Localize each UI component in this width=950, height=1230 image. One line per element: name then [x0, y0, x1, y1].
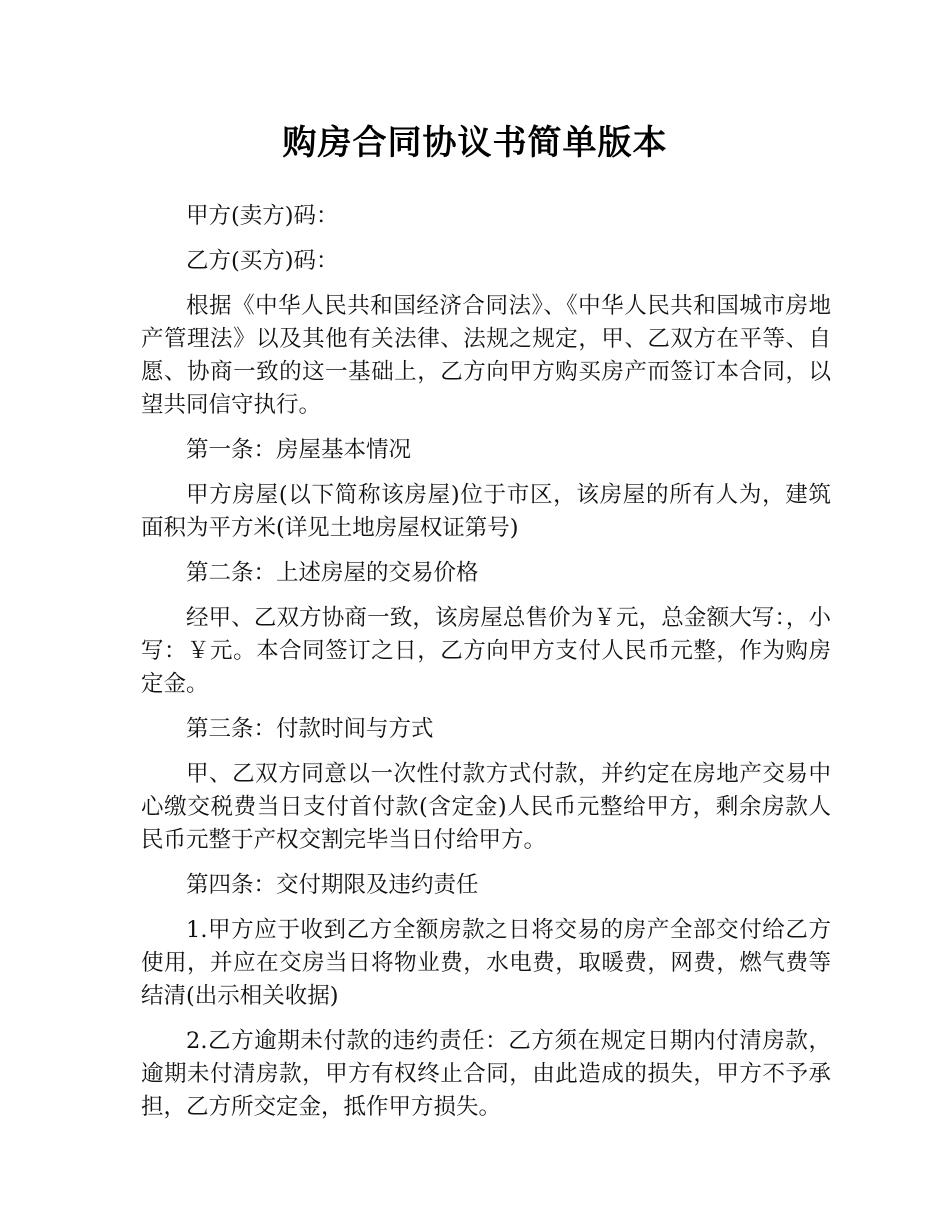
article-3-heading: 第三条：付款时间与方式 [186, 716, 434, 742]
preamble-paragraph: 根据《中华人民共和国经济合同法》、《中华人民共和国城市房地产管理法》以及其他有关法律、法规之规定，甲、乙双方在平等、自愿、协商一致的这一基础上，乙方向甲方购买房产而签订本合同，以望共同信守执行。 [141, 293, 831, 418]
buyer-line: 乙方(买方)码： [186, 248, 339, 274]
document-body [141, 200, 831, 1136]
document-title: 购房合同协议书简单版本 [282, 123, 668, 163]
article-1-body: 甲方房屋(以下简称该房屋)位于市区，该房屋的所有人为，建筑面积为平方米(详见土地房屋权证第号) [141, 482, 831, 541]
article-4-clause-2: 2.乙方逾期未付款的违约责任：乙方须在规定日期内付清房款，逾期未付清房款，甲方有权终止合同，由此造成的损失，甲方不予承担，乙方所交定金，抵作甲方损失。 [141, 1028, 831, 1120]
seller-line: 甲方(卖方)码： [186, 203, 339, 229]
article-4-clause-1: 1.甲方应于收到乙方全额房款之日将交易的房产全部交付给乙方使用，并应在交房当日将物业费，水电费，取暖费，网费，燃气费等结清(出示相关收据) [141, 917, 831, 1009]
article-2-body: 经甲、乙双方协商一致，该房屋总售价为￥元，总金额大写：，小写：￥元。本合同签订之日，乙方向甲方支付人民币元整，作为购房定金。 [141, 605, 831, 697]
article-3-body: 甲、乙双方同意以一次性付款方式付款，并约定在房地产交易中心缴交税费当日支付首付款(含定金)人民币元整给甲方，剩余房款人民币元整于产权交割完毕当日付给甲方。 [141, 761, 831, 853]
article-2-heading: 第二条：上述房屋的交易价格 [186, 560, 479, 586]
article-4-heading: 第四条：交付期限及违约责任 [186, 872, 479, 898]
article-1-heading: 第一条：房屋基本情况 [186, 437, 412, 463]
